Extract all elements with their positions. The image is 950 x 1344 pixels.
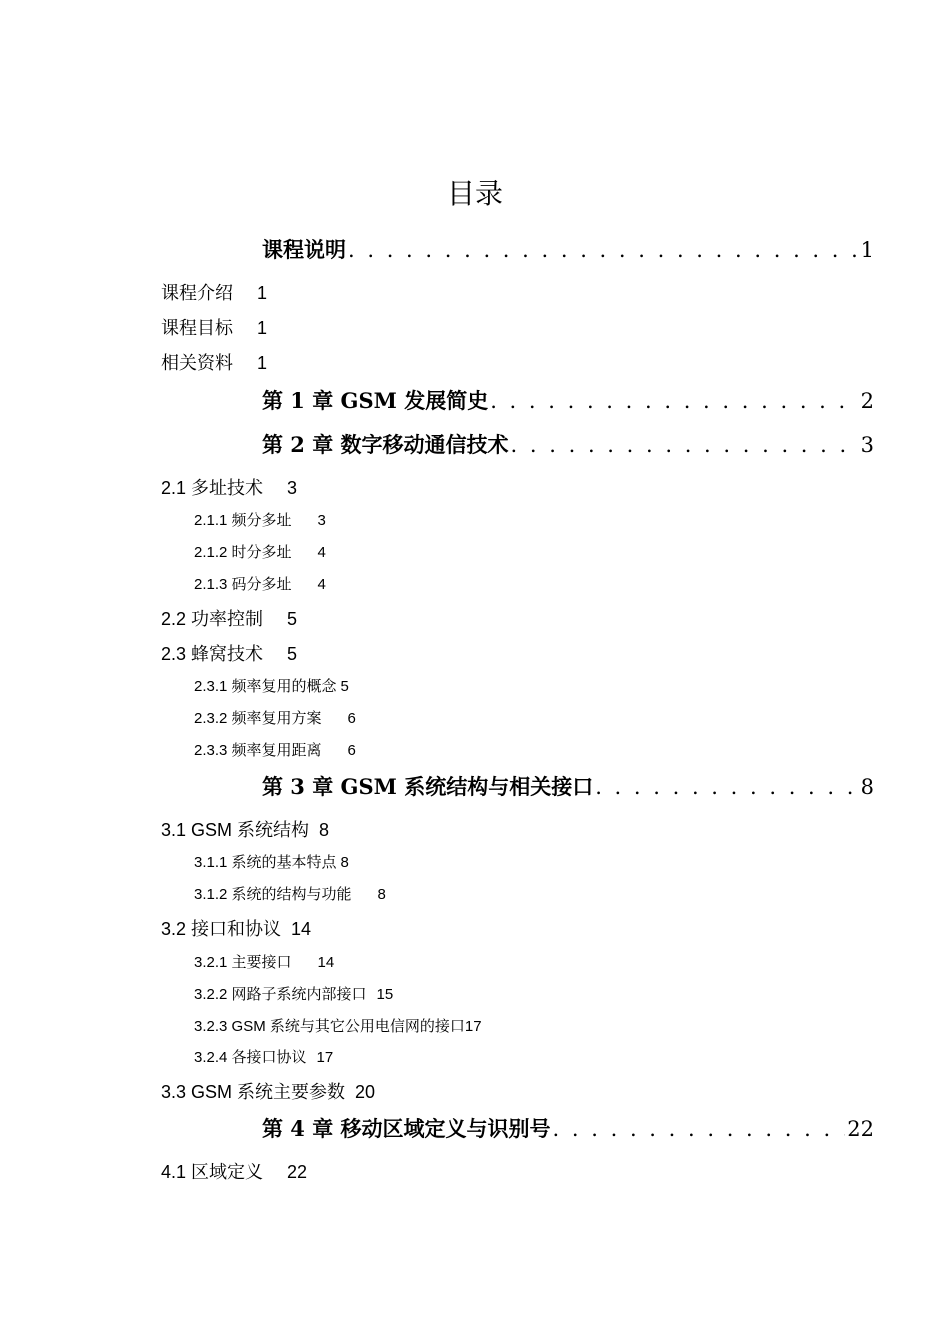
toc-entry-page: 14 bbox=[291, 919, 312, 939]
toc-entry-page: 20 bbox=[355, 1082, 376, 1102]
toc-entry-page: 5 bbox=[287, 644, 298, 664]
toc-subsection-entry[interactable] bbox=[194, 884, 386, 906]
toc-section-entry[interactable] bbox=[161, 641, 297, 667]
toc-entry-label: 2.3 蜂窝技术 bbox=[161, 644, 264, 664]
toc-chapter-entry[interactable] bbox=[262, 771, 874, 803]
toc-entry-page: 14 bbox=[317, 954, 335, 971]
toc-entry-label: 2.1 多址技术 bbox=[161, 478, 264, 498]
toc-entry-label: 2.1.1 频分多址 bbox=[194, 512, 292, 529]
toc-entry-page: 17 bbox=[464, 1018, 482, 1035]
toc-entry-label: 课程说明 bbox=[262, 237, 346, 262]
leader-dots bbox=[511, 429, 859, 461]
toc-entry-page: 2 bbox=[860, 389, 874, 413]
toc-entry-label: 2.1.3 码分多址 bbox=[194, 576, 292, 593]
toc-entry-page: 15 bbox=[376, 986, 394, 1003]
toc-section-entry[interactable] bbox=[161, 1079, 375, 1105]
toc-entry-label: 2.2 功率控制 bbox=[161, 609, 264, 629]
leader-dots bbox=[348, 234, 859, 266]
toc-entry-page: 22 bbox=[287, 1162, 308, 1182]
toc-entry-page: 6 bbox=[347, 710, 356, 727]
toc-entry-label: 3.2.2 网路子系统内部接口 bbox=[194, 986, 367, 1003]
toc-entry-label: 3.2.1 主要接口 bbox=[194, 954, 292, 971]
toc-subsection-entry[interactable] bbox=[194, 676, 349, 698]
toc-chapter-entry[interactable] bbox=[262, 1113, 874, 1145]
toc-entry-page: 1 bbox=[257, 283, 268, 303]
toc-entry-label: 2.3.2 频率复用方案 bbox=[194, 710, 322, 727]
toc-subsection-entry[interactable] bbox=[194, 852, 349, 874]
toc-subsection-entry[interactable] bbox=[194, 574, 326, 596]
toc-entry-label: 3.1.2 系统的结构与功能 bbox=[194, 886, 352, 903]
toc-section-entry[interactable] bbox=[161, 350, 267, 376]
toc-subsection-entry[interactable] bbox=[194, 740, 356, 762]
toc-entry-label: 2.1.2 时分多址 bbox=[194, 544, 292, 561]
toc-entry-label: 第 2 章 数字移动通信技术 bbox=[262, 432, 509, 457]
toc-entry-page: 5 bbox=[287, 609, 298, 629]
toc-entry-label: 3.2.4 各接口协议 bbox=[194, 1049, 307, 1066]
toc-section-entry[interactable] bbox=[161, 315, 267, 341]
toc-subsection-entry[interactable] bbox=[194, 542, 326, 564]
toc-entry-page: 6 bbox=[347, 742, 356, 759]
toc-entry-label: 2.3.1 频率复用的概念 bbox=[194, 678, 337, 695]
toc-section-entry[interactable] bbox=[161, 475, 297, 501]
toc-entry-label: 第 4 章 移动区域定义与识别号 bbox=[262, 1116, 551, 1141]
toc-subsection-entry[interactable] bbox=[194, 708, 356, 730]
toc-entry-label: 3.3 GSM 系统主要参数 bbox=[161, 1082, 346, 1102]
toc-entry-page: 17 bbox=[316, 1049, 334, 1066]
toc-entry-label: 3.1.1 系统的基本特点 bbox=[194, 854, 337, 871]
page-title: 目录 bbox=[446, 177, 503, 210]
leader-dots bbox=[490, 385, 858, 417]
toc-entry-page: 4 bbox=[317, 544, 326, 561]
toc-section-entry[interactable] bbox=[161, 280, 267, 306]
toc-chapter-entry[interactable] bbox=[262, 234, 874, 266]
toc-entry-label: 相关资料 bbox=[161, 353, 233, 373]
toc-entry-page: 8 bbox=[860, 775, 874, 799]
toc-entry-label: 3.2 接口和协议 bbox=[161, 919, 282, 939]
toc-entry-page: 5 bbox=[340, 678, 349, 695]
leader-dots bbox=[553, 1113, 846, 1145]
toc-entry-page: 22 bbox=[847, 1117, 874, 1141]
toc-entry-page: 3 bbox=[287, 478, 298, 498]
toc-section-entry[interactable] bbox=[161, 817, 329, 843]
toc-entry-page: 4 bbox=[317, 576, 326, 593]
toc-section-entry[interactable] bbox=[161, 916, 311, 942]
toc-entry-label: 第 3 章 GSM 系统结构与相关接口 bbox=[262, 774, 594, 799]
toc-subsection-entry[interactable] bbox=[194, 952, 334, 974]
toc-subsection-entry[interactable] bbox=[194, 1047, 333, 1069]
toc-entry-label: 课程目标 bbox=[161, 318, 233, 338]
toc-entry-label: 2.3.3 频率复用距离 bbox=[194, 742, 322, 759]
toc-entry-label: 第 1 章 GSM 发展简史 bbox=[262, 388, 489, 413]
toc-entry-page: 1 bbox=[257, 353, 268, 373]
toc-entry-label: 课程介绍 bbox=[161, 283, 233, 303]
toc-entry-page: 1 bbox=[257, 318, 268, 338]
toc-entry-page: 1 bbox=[860, 238, 874, 262]
toc-entry-page: 8 bbox=[377, 886, 386, 903]
toc-subsection-entry[interactable] bbox=[194, 510, 326, 532]
toc-subsection-entry[interactable] bbox=[194, 984, 393, 1006]
toc-entry-page: 8 bbox=[340, 854, 349, 871]
toc-chapter-entry[interactable] bbox=[262, 429, 874, 461]
toc-entry-page: 3 bbox=[860, 433, 874, 457]
toc-section-entry[interactable] bbox=[161, 1159, 307, 1185]
toc-entry-page: 8 bbox=[319, 820, 330, 840]
leader-dots bbox=[595, 771, 858, 803]
toc-subsection-entry[interactable] bbox=[194, 1016, 482, 1038]
toc-section-entry[interactable] bbox=[161, 606, 297, 632]
toc-entry-label: 4.1 区域定义 bbox=[161, 1162, 264, 1182]
toc-chapter-entry[interactable] bbox=[262, 385, 874, 417]
toc-entry-label: 3.1 GSM 系统结构 bbox=[161, 820, 310, 840]
toc-entry-page: 3 bbox=[317, 512, 326, 529]
toc-entry-label: 3.2.3 GSM 系统与其它公用电信网的接口 bbox=[194, 1018, 465, 1035]
